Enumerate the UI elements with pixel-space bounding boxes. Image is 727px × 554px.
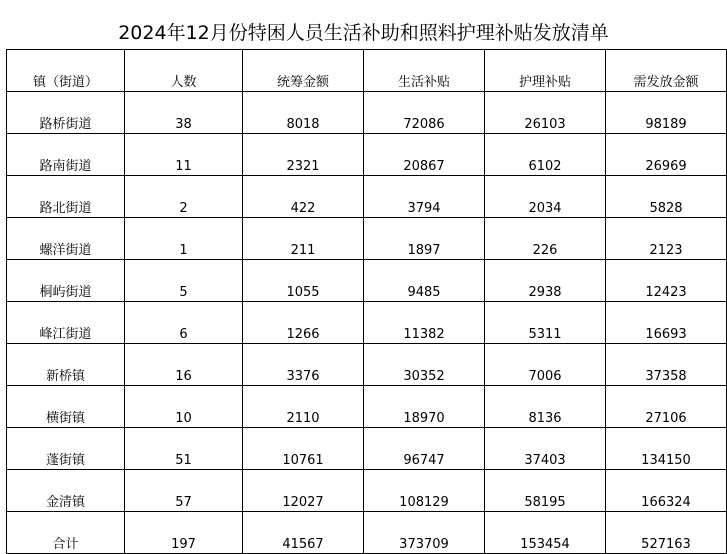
cell-count[interactable]: 5 <box>125 260 243 302</box>
cell-care-subsidy[interactable]: 226 <box>485 218 606 260</box>
header-care-subsidy[interactable]: 护理补贴 <box>485 50 606 92</box>
total-row <box>7 512 727 554</box>
cell-town[interactable]: 金清镇 <box>7 470 125 512</box>
table-row <box>7 470 727 512</box>
cell-count[interactable]: 57 <box>125 470 243 512</box>
table-row <box>7 218 727 260</box>
cell-count[interactable]: 6 <box>125 302 243 344</box>
cell-count[interactable]: 11 <box>125 134 243 176</box>
table-row <box>7 92 727 134</box>
header-town[interactable]: 镇（街道） <box>7 50 125 92</box>
header-total-payable[interactable]: 需发放金额 <box>606 50 727 92</box>
header-pooled-amount[interactable]: 统筹金额 <box>243 50 364 92</box>
sheet-title: 2024年12月份特困人员生活补助和照料护理补贴发放清单 <box>118 22 609 44</box>
cell-town[interactable]: 蓬街镇 <box>7 428 125 470</box>
cell-town[interactable]: 横街镇 <box>7 386 125 428</box>
cell-total-payable[interactable]: 166324 <box>606 470 727 512</box>
cell-living-subsidy[interactable]: 9485 <box>364 260 485 302</box>
table-row <box>7 176 727 218</box>
cell-living-subsidy[interactable]: 18970 <box>364 386 485 428</box>
cell-living-subsidy[interactable]: 11382 <box>364 302 485 344</box>
cell-living-subsidy[interactable]: 3794 <box>364 176 485 218</box>
cell-care-subsidy[interactable]: 6102 <box>485 134 606 176</box>
header-living-subsidy[interactable]: 生活补贴 <box>364 50 485 92</box>
cell-total-payable[interactable]: 27106 <box>606 386 727 428</box>
cell-count[interactable]: 10 <box>125 386 243 428</box>
cell-care-subsidy[interactable]: 2034 <box>485 176 606 218</box>
cell-total-payable[interactable]: 26969 <box>606 134 727 176</box>
table-row <box>7 302 727 344</box>
cell-count[interactable]: 197 <box>125 512 243 554</box>
cell-living-subsidy[interactable]: 30352 <box>364 344 485 386</box>
cell-living-subsidy[interactable]: 72086 <box>364 92 485 134</box>
cell-living-subsidy[interactable]: 108129 <box>364 470 485 512</box>
cell-total-payable[interactable]: 12423 <box>606 260 727 302</box>
cell-pooled-amount[interactable]: 1055 <box>243 260 364 302</box>
cell-care-subsidy[interactable]: 2938 <box>485 260 606 302</box>
cell-total-payable[interactable]: 16693 <box>606 302 727 344</box>
cell-town[interactable]: 桐屿街道 <box>7 260 125 302</box>
cell-total-payable[interactable]: 37358 <box>606 344 727 386</box>
cell-count[interactable]: 2 <box>125 176 243 218</box>
cell-total-payable[interactable]: 2123 <box>606 218 727 260</box>
cell-town[interactable]: 路桥街道 <box>7 92 125 134</box>
cell-pooled-amount[interactable]: 41567 <box>243 512 364 554</box>
cell-care-subsidy[interactable]: 26103 <box>485 92 606 134</box>
allowance-table <box>6 49 727 554</box>
table-row <box>7 428 727 470</box>
cell-total-payable[interactable]: 527163 <box>606 512 727 554</box>
cell-pooled-amount[interactable]: 8018 <box>243 92 364 134</box>
header-count[interactable]: 人数 <box>125 50 243 92</box>
cell-town[interactable]: 峰江街道 <box>7 302 125 344</box>
cell-total-payable[interactable]: 134150 <box>606 428 727 470</box>
cell-total-payable[interactable]: 5828 <box>606 176 727 218</box>
cell-town[interactable]: 合计 <box>7 512 125 554</box>
cell-care-subsidy[interactable]: 5311 <box>485 302 606 344</box>
table-row <box>7 386 727 428</box>
table-row <box>7 344 727 386</box>
cell-care-subsidy[interactable]: 8136 <box>485 386 606 428</box>
table-row <box>7 134 727 176</box>
cell-pooled-amount[interactable]: 3376 <box>243 344 364 386</box>
cell-pooled-amount[interactable]: 1266 <box>243 302 364 344</box>
cell-care-subsidy[interactable]: 153454 <box>485 512 606 554</box>
cell-living-subsidy[interactable]: 373709 <box>364 512 485 554</box>
cell-town[interactable]: 路北街道 <box>7 176 125 218</box>
cell-pooled-amount[interactable]: 10761 <box>243 428 364 470</box>
header-row <box>7 50 727 92</box>
cell-living-subsidy[interactable]: 20867 <box>364 134 485 176</box>
cell-town[interactable]: 新桥镇 <box>7 344 125 386</box>
cell-living-subsidy[interactable]: 1897 <box>364 218 485 260</box>
cell-count[interactable]: 16 <box>125 344 243 386</box>
table-row <box>7 260 727 302</box>
cell-town[interactable]: 路南街道 <box>7 134 125 176</box>
cell-town[interactable]: 螺洋街道 <box>7 218 125 260</box>
cell-care-subsidy[interactable]: 58195 <box>485 470 606 512</box>
cell-count[interactable]: 38 <box>125 92 243 134</box>
cell-total-payable[interactable]: 98189 <box>606 92 727 134</box>
cell-care-subsidy[interactable]: 7006 <box>485 344 606 386</box>
cell-count[interactable]: 1 <box>125 218 243 260</box>
cell-pooled-amount[interactable]: 2110 <box>243 386 364 428</box>
cell-pooled-amount[interactable]: 211 <box>243 218 364 260</box>
cell-living-subsidy[interactable]: 96747 <box>364 428 485 470</box>
cell-pooled-amount[interactable]: 2321 <box>243 134 364 176</box>
cell-care-subsidy[interactable]: 37403 <box>485 428 606 470</box>
cell-pooled-amount[interactable]: 422 <box>243 176 364 218</box>
cell-pooled-amount[interactable]: 12027 <box>243 470 364 512</box>
cell-count[interactable]: 51 <box>125 428 243 470</box>
